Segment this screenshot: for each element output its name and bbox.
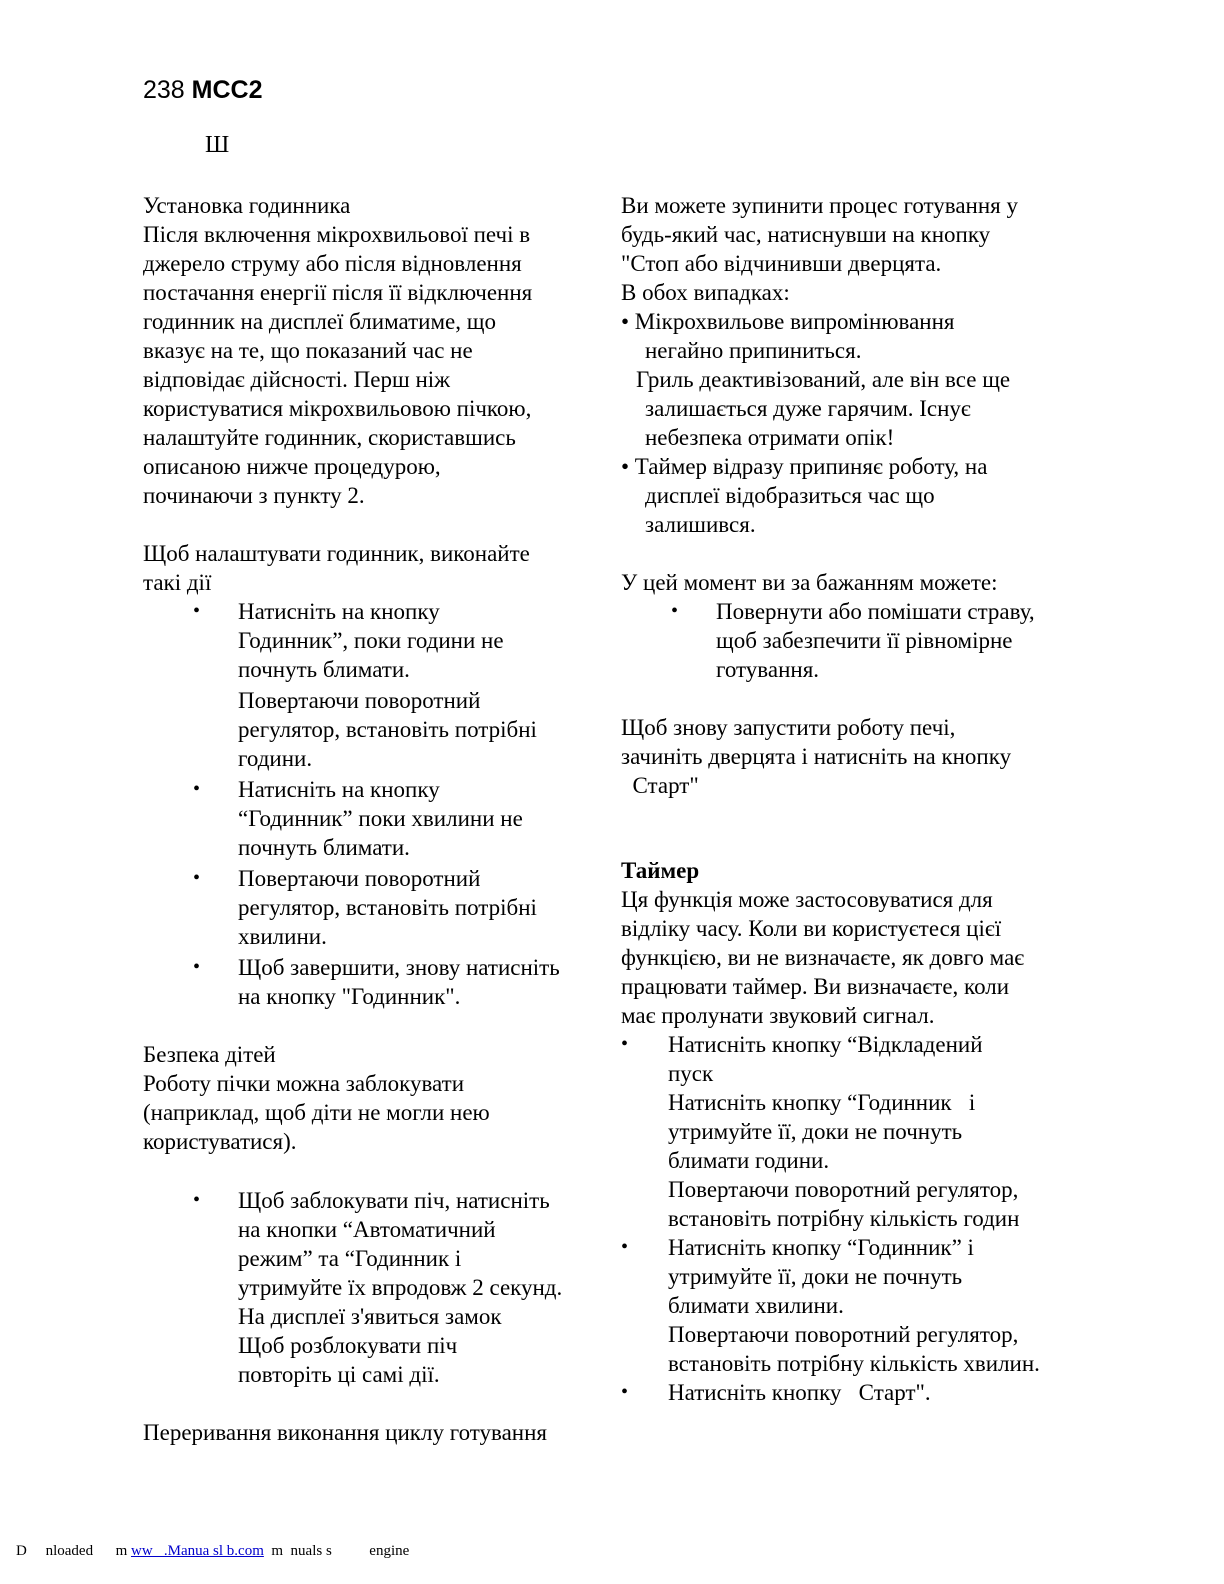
bullet-icon: • <box>193 867 201 889</box>
bullet-icon: • <box>193 778 201 800</box>
stop-case-timer: • Таймер відразу припиняє роботу, на дисплеї відобразиться час що залишився. <box>621 454 988 537</box>
bullet-icon: • <box>193 1189 201 1211</box>
moment-step: • Повернути або помішати страву, щоб забезпечити її рівномірне готування. <box>671 599 1035 682</box>
stop-case-grill: Гриль деактивізований, але він все ще залишається дуже гарячим. Існує небезпека отримати опік! <box>636 367 1011 450</box>
clock-step-1: • Натисніть на кнопку Годинник”, поки години не почнуть блимати. Повертаючи поворотний регулятор, встановіть потрібні години. <box>193 599 537 771</box>
child-safety-paragraph: Роботу пічки можна заблокувати (наприклад, щоб діти не могли нею користуватися). <box>143 1071 490 1154</box>
timer-step-2: • Натисніть кнопку “Годинник” і утримуйте її, доки не почнуть блимати хвилини. Повертаючи поворотний регулятор, встановіть потрібну кількість хвилин. <box>621 1235 1040 1376</box>
footer-suffix: m nuals s engine <box>263 1543 410 1559</box>
timer-section-title: Таймер <box>621 858 700 883</box>
footer-link[interactable]: ww .Manua sl b.com <box>130 1543 264 1559</box>
lock-step: • Щоб заблокувати піч, натисніть на кнопки “Автоматичний режим” та “Годинник і утримуйте їх впродовж 2 секунд. На дисплеї з'явиться замок Щоб розблокувати піч повторіть ці самі дії. <box>193 1188 563 1387</box>
clock-step-3: • Повертаючи поворотний регулятор, встановіть потрібні хвилини. <box>193 866 537 949</box>
interrupt-section-title: Переривання виконання циклу готування <box>143 1420 547 1445</box>
bullet-icon: • <box>193 956 201 978</box>
bullet-icon: • <box>621 1033 629 1055</box>
footer-prefix: D nloaded m <box>16 1543 131 1559</box>
clock-step-2: • Натисніть на кнопку “Годинник” поки хвилини не почнуть блимати. <box>193 777 523 860</box>
child-safety-title: Безпека дітей <box>143 1042 276 1067</box>
clock-setup-intro: Щоб налаштувати годинник, виконайте такі дії <box>143 541 530 595</box>
left-column <box>143 191 603 1447</box>
timer-paragraph: Ця функція може застосовуватися для відліку часу. Коли ви користуєтеся цієї функцією, ви не визначаєте, як довго має працювати таймер. Ви визначаєте, коли має пролунати звуковий сигнал. <box>621 887 1025 1028</box>
bullet-icon: • <box>621 1236 629 1258</box>
bullet-icon: • <box>671 600 679 622</box>
timer-step-1: • Натисніть кнопку “Відкладений пуск Натисніть кнопку “Годинник і утримуйте її, доки не почнуть блимати години. Повертаючи поворотний регулятор, встановіть потрібну кількість годин <box>621 1032 1020 1231</box>
restart-paragraph: Щоб знову запустити роботу печі, зачиніть дверцята і натисніть на кнопку Старт" <box>621 715 1012 798</box>
model-name: MCC2 <box>191 76 263 104</box>
language-mark: Ш <box>205 132 230 158</box>
right-column <box>621 191 1091 1407</box>
clock-paragraph: Після включення мікрохвильової печі в джерело струму або після відновлення постачання енергії після її відключення годинник на дисплеї блиматиме, що вказує на те, що показаний час не відповідає дійсності. Перш ніж користуватися мікрохвильовою пічкою, налаштуйте годинник, скориставшись описаною нижче процедурою, починаючи з пункту 2. <box>143 222 533 508</box>
page-number: 238 <box>143 76 185 104</box>
timer-step-3: • Натисніть кнопку Старт". <box>621 1380 931 1405</box>
bullet-icon: • <box>621 1381 629 1403</box>
clock-section-title: Установка годинника <box>143 193 351 218</box>
download-footer <box>16 1542 409 1560</box>
stop-paragraph: Ви можете зупинити процес готування у будь-який час, натиснувши на кнопку "Стоп або відчинивши дверцята. В обох випадках: <box>621 193 1019 305</box>
stop-case-microwave: • Мікрохвильове випромінювання негайно припиниться. <box>621 309 955 363</box>
bullet-icon: • <box>193 600 201 622</box>
moment-intro: У цей момент ви за бажанням можете: <box>621 570 998 595</box>
clock-step-4: • Щоб завершити, знову натисніть на кнопку "Годинник". <box>193 955 560 1009</box>
page-header <box>143 74 263 106</box>
